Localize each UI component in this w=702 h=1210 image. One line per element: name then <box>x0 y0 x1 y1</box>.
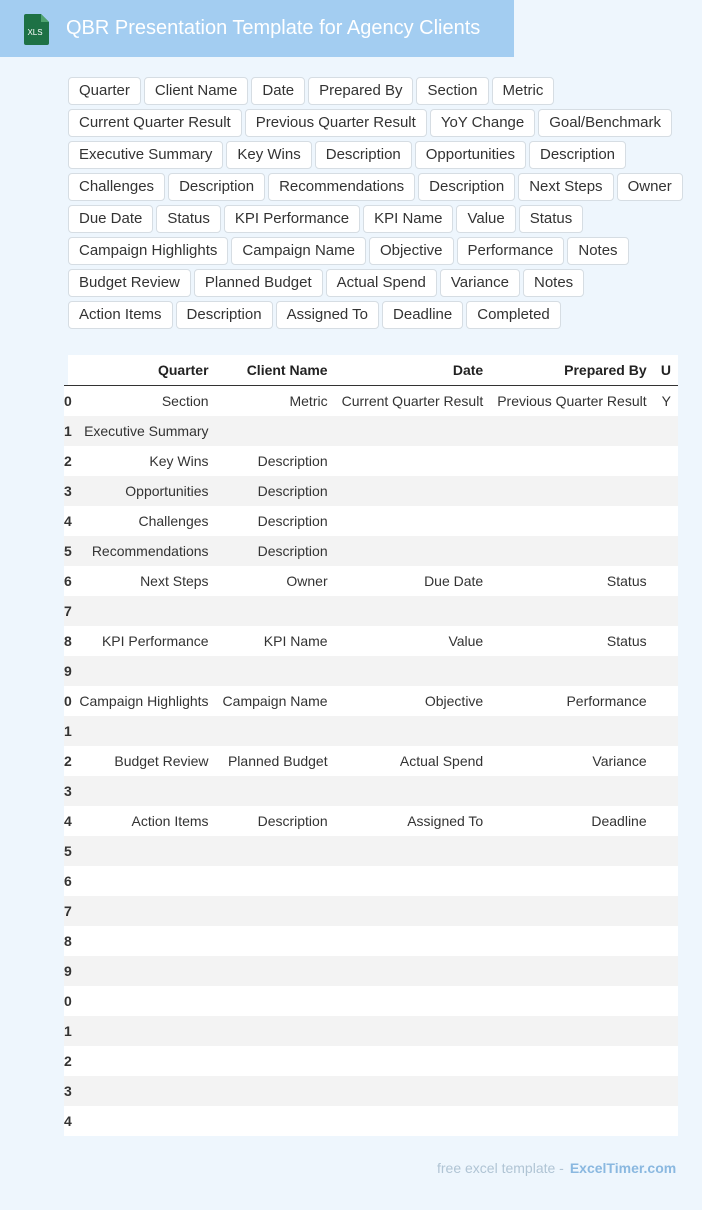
table-row <box>64 1016 678 1046</box>
table-cell: Description <box>216 506 335 536</box>
column-chip[interactable]: Description <box>418 173 515 201</box>
column-chip[interactable]: Deadline <box>382 301 463 329</box>
table-cell: Owner <box>216 566 335 596</box>
table-cell: Action Items <box>72 806 216 836</box>
table-cell: Current Quarter Result <box>335 386 491 417</box>
table-cell <box>490 986 653 1016</box>
table-row <box>64 926 678 956</box>
column-chip[interactable]: Action Items <box>68 301 173 329</box>
column-chip[interactable]: Value <box>456 205 515 233</box>
column-chip[interactable]: Status <box>156 205 221 233</box>
table-cell <box>654 1106 678 1136</box>
column-chip[interactable]: Assigned To <box>276 301 379 329</box>
table-cell <box>335 776 491 806</box>
table-cell <box>335 836 491 866</box>
column-chip[interactable]: Campaign Highlights <box>68 237 228 265</box>
table-cell <box>654 596 678 626</box>
table-cell: Executive Summary <box>72 416 216 446</box>
table-cell <box>72 866 216 896</box>
table-cell <box>335 506 491 536</box>
table-cell <box>216 1106 335 1136</box>
table-cell <box>654 626 678 656</box>
table-row <box>64 716 678 746</box>
table-cell: Actual Spend <box>335 746 491 776</box>
column-chip[interactable]: Challenges <box>68 173 165 201</box>
table-cell <box>216 1046 335 1076</box>
table-cell <box>490 476 653 506</box>
brand-link[interactable]: ExcelTimer.com <box>569 1160 677 1176</box>
table-cell: Objective <box>335 686 491 716</box>
column-header: Date <box>335 355 491 386</box>
table-cell <box>654 686 678 716</box>
table-cell <box>335 1106 491 1136</box>
table-cell <box>490 656 653 686</box>
table-row <box>64 476 678 506</box>
table-row <box>64 746 678 776</box>
table-row <box>64 956 678 986</box>
table-row <box>64 566 678 596</box>
table-cell: Due Date <box>335 566 491 596</box>
row-index: 5 <box>64 836 72 866</box>
table-cell <box>654 896 678 926</box>
table-cell: Previous Quarter Result <box>490 386 653 417</box>
table-cell <box>335 956 491 986</box>
table-cell <box>72 896 216 926</box>
column-chip[interactable]: Description <box>168 173 265 201</box>
table-cell <box>654 986 678 1016</box>
column-chip[interactable]: KPI Name <box>363 205 453 233</box>
table-cell <box>335 986 491 1016</box>
table-cell: Metric <box>216 386 335 417</box>
table-cell <box>490 926 653 956</box>
table-cell <box>216 716 335 746</box>
table-cell <box>72 1046 216 1076</box>
table-cell <box>490 506 653 536</box>
table-cell <box>216 1076 335 1106</box>
column-header: Prepared By <box>490 355 653 386</box>
title-bar <box>0 0 514 57</box>
row-index: 4 <box>64 506 72 536</box>
column-chip[interactable]: Due Date <box>68 205 153 233</box>
table-row <box>64 1106 678 1136</box>
table-cell: Recommendations <box>72 536 216 566</box>
row-index: 2 <box>64 746 72 776</box>
table-cell <box>490 446 653 476</box>
column-chip[interactable]: Metric <box>492 77 555 105</box>
table-cell <box>490 956 653 986</box>
table-cell <box>654 836 678 866</box>
table-cell <box>335 1016 491 1046</box>
row-index: 6 <box>64 866 72 896</box>
row-index: 7 <box>64 896 72 926</box>
table-cell <box>654 416 678 446</box>
table-cell <box>490 596 653 626</box>
table-row <box>64 626 678 656</box>
table-cell <box>335 896 491 926</box>
table-cell <box>335 1076 491 1106</box>
table-cell <box>490 1046 653 1076</box>
row-index: 8 <box>64 626 72 656</box>
table-cell <box>654 866 678 896</box>
column-chip[interactable]: Planned Budget <box>194 269 323 297</box>
table-cell: Next Steps <box>72 566 216 596</box>
table-row <box>64 686 678 716</box>
column-chip[interactable]: KPI Performance <box>224 205 360 233</box>
table-cell <box>72 596 216 626</box>
table-cell: Y <box>654 386 678 417</box>
table-cell <box>72 776 216 806</box>
table-cell <box>490 776 653 806</box>
table-cell <box>490 836 653 866</box>
table-cell <box>216 926 335 956</box>
column-chip[interactable]: Prepared By <box>308 77 413 105</box>
column-chip[interactable]: Objective <box>369 237 454 265</box>
table-cell <box>216 776 335 806</box>
row-index: 0 <box>64 986 72 1016</box>
table-cell <box>654 1016 678 1046</box>
table-cell <box>654 776 678 806</box>
table-cell: Challenges <box>72 506 216 536</box>
table-cell <box>335 476 491 506</box>
table-cell: Opportunities <box>72 476 216 506</box>
row-index: 0 <box>64 386 72 417</box>
table-cell <box>335 866 491 896</box>
table-cell <box>216 896 335 926</box>
column-chip[interactable]: Performance <box>457 237 565 265</box>
column-chip[interactable]: Actual Spend <box>326 269 437 297</box>
table-cell: Section <box>72 386 216 417</box>
table-cell <box>72 956 216 986</box>
table-cell: Key Wins <box>72 446 216 476</box>
column-chip[interactable]: Recommendations <box>268 173 415 201</box>
table-row <box>64 446 678 476</box>
page-title: QBR Presentation Template for Agency Clients <box>66 17 481 39</box>
column-chip[interactable]: Notes <box>567 237 628 265</box>
table-row <box>64 1076 678 1106</box>
table-cell <box>490 1106 653 1136</box>
column-chip[interactable]: Owner <box>617 173 683 201</box>
table-row <box>64 596 678 626</box>
row-index: 6 <box>64 566 72 596</box>
row-index: 1 <box>64 416 72 446</box>
spreadsheet-preview <box>64 355 678 1135</box>
table-cell <box>335 1046 491 1076</box>
row-index: 3 <box>64 476 72 506</box>
table-cell: KPI Performance <box>72 626 216 656</box>
column-chip[interactable]: Description <box>176 301 273 329</box>
data-table <box>64 355 678 1136</box>
table-cell <box>654 716 678 746</box>
column-chip[interactable]: Campaign Name <box>231 237 366 265</box>
column-chip[interactable]: Previous Quarter Result <box>245 109 427 137</box>
table-row <box>64 986 678 1016</box>
table-cell <box>216 836 335 866</box>
table-cell <box>490 536 653 566</box>
table-cell <box>335 656 491 686</box>
column-chip[interactable]: Budget Review <box>68 269 191 297</box>
table-cell <box>654 1046 678 1076</box>
table-cell <box>72 836 216 866</box>
table-cell: Description <box>216 536 335 566</box>
table-cell: Campaign Highlights <box>72 686 216 716</box>
table-cell <box>335 596 491 626</box>
column-chip[interactable]: Current Quarter Result <box>68 109 242 137</box>
column-chip[interactable]: Notes <box>523 269 584 297</box>
table-cell <box>490 896 653 926</box>
column-chip[interactable]: Status <box>519 205 584 233</box>
column-chip[interactable]: Next Steps <box>518 173 613 201</box>
table-cell: Budget Review <box>72 746 216 776</box>
table-row <box>64 416 678 446</box>
table-cell: Planned Budget <box>216 746 335 776</box>
table-cell <box>72 656 216 686</box>
row-index: 7 <box>64 596 72 626</box>
table-cell <box>654 656 678 686</box>
table-cell: Assigned To <box>335 806 491 836</box>
table-cell <box>72 926 216 956</box>
table-row <box>64 776 678 806</box>
table-cell: Status <box>490 626 653 656</box>
row-index: 4 <box>64 1106 72 1136</box>
table-cell <box>72 986 216 1016</box>
table-cell: Description <box>216 446 335 476</box>
table-cell <box>654 926 678 956</box>
column-chip[interactable]: Quarter <box>68 77 141 105</box>
table-cell <box>490 866 653 896</box>
table-cell <box>654 806 678 836</box>
table-cell <box>335 536 491 566</box>
svg-text:XLS: XLS <box>27 28 43 37</box>
row-index: 4 <box>64 806 72 836</box>
column-header: Quarter <box>72 355 216 386</box>
table-cell <box>216 866 335 896</box>
table-cell <box>72 716 216 746</box>
column-chip[interactable]: Section <box>416 77 488 105</box>
row-index: 2 <box>64 446 72 476</box>
column-header: U <box>654 355 678 386</box>
table-cell <box>72 1076 216 1106</box>
table-cell <box>654 566 678 596</box>
column-chip[interactable]: Description <box>315 141 412 169</box>
row-index: 9 <box>64 656 72 686</box>
table-cell: Description <box>216 476 335 506</box>
row-index: 2 <box>64 1046 72 1076</box>
table-cell <box>72 1106 216 1136</box>
table-cell: Deadline <box>490 806 653 836</box>
table-cell <box>490 416 653 446</box>
column-chip-list <box>68 77 692 333</box>
row-index: 5 <box>64 536 72 566</box>
table-cell: Value <box>335 626 491 656</box>
table-cell <box>216 416 335 446</box>
table-cell <box>335 926 491 956</box>
column-chip[interactable]: Variance <box>440 269 520 297</box>
table-cell <box>490 1016 653 1046</box>
row-index: 8 <box>64 926 72 956</box>
row-index: 3 <box>64 776 72 806</box>
table-row <box>64 536 678 566</box>
row-index: 0 <box>64 686 72 716</box>
column-chip[interactable]: Date <box>251 77 305 105</box>
table-cell <box>654 476 678 506</box>
column-chip[interactable]: Description <box>529 141 626 169</box>
table-cell: Campaign Name <box>216 686 335 716</box>
table-cell <box>216 986 335 1016</box>
row-index-header <box>64 355 72 386</box>
row-index: 1 <box>64 1016 72 1046</box>
table-cell <box>216 1016 335 1046</box>
table-row <box>64 386 678 417</box>
excel-file-icon <box>22 14 49 45</box>
table-cell <box>216 956 335 986</box>
row-index: 3 <box>64 1076 72 1106</box>
footer-prefix: free excel template - <box>437 1160 564 1176</box>
table-cell <box>216 596 335 626</box>
table-row <box>64 806 678 836</box>
table-cell: Status <box>490 566 653 596</box>
column-chip[interactable]: Client Name <box>144 77 249 105</box>
table-row <box>64 896 678 926</box>
table-row <box>64 836 678 866</box>
row-index: 9 <box>64 956 72 986</box>
table-cell <box>490 1076 653 1106</box>
table-cell <box>654 446 678 476</box>
table-row <box>64 506 678 536</box>
table-cell <box>654 1076 678 1106</box>
table-cell <box>654 956 678 986</box>
table-cell: KPI Name <box>216 626 335 656</box>
table-row <box>64 1046 678 1076</box>
column-chip[interactable]: Goal/Benchmark <box>538 109 672 137</box>
table-cell <box>335 416 491 446</box>
table-row <box>64 866 678 896</box>
table-cell <box>335 716 491 746</box>
table-row <box>64 656 678 686</box>
column-chip[interactable]: Completed <box>466 301 561 329</box>
table-cell <box>335 446 491 476</box>
row-index: 1 <box>64 716 72 746</box>
table-header-row <box>64 355 678 386</box>
table-cell: Variance <box>490 746 653 776</box>
column-chip[interactable]: Opportunities <box>415 141 526 169</box>
table-cell <box>654 746 678 776</box>
footer-credit <box>437 1160 676 1176</box>
table-cell <box>654 506 678 536</box>
column-chip[interactable]: YoY Change <box>430 109 535 137</box>
column-chip[interactable]: Key Wins <box>226 141 311 169</box>
table-cell <box>216 656 335 686</box>
table-cell <box>490 716 653 746</box>
table-cell: Description <box>216 806 335 836</box>
table-cell <box>654 536 678 566</box>
table-cell: Performance <box>490 686 653 716</box>
column-chip[interactable]: Executive Summary <box>68 141 223 169</box>
column-header: Client Name <box>216 355 335 386</box>
table-cell <box>72 1016 216 1046</box>
